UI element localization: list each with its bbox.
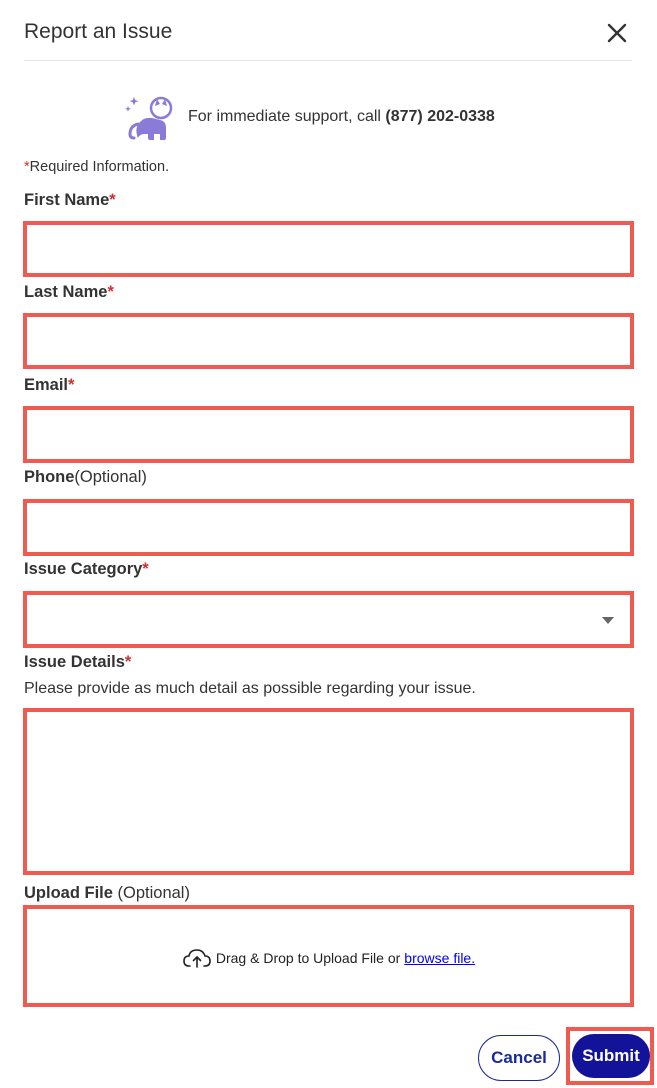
issue-category-required-star: * [142, 560, 149, 578]
first-name-input[interactable] [27, 225, 630, 273]
issue-details-hint: Please provide as much detail as possible regarding your issue. [24, 680, 476, 697]
last-name-label [24, 283, 114, 302]
cloud-upload-icon [182, 947, 212, 969]
cat-support-icon [124, 94, 178, 140]
required-star: * [24, 159, 30, 175]
phone-label-text: Phone [24, 468, 75, 486]
browse-file-link[interactable]: browse file. [404, 950, 476, 966]
email-label [24, 376, 74, 395]
issue-details-required-star: * [124, 653, 132, 671]
first-name-required-star: * [109, 191, 116, 209]
chevron-down-icon [602, 617, 614, 624]
issue-category-label [24, 560, 149, 579]
email-required-star: * [68, 376, 75, 394]
dialog-header [24, 0, 632, 61]
phone-input[interactable] [27, 503, 630, 552]
issue-category-label-text: Issue Category [24, 560, 143, 578]
upload-dropzone[interactable] [23, 905, 634, 1007]
required-info-note [24, 159, 169, 175]
submit-button[interactable]: Submit [572, 1034, 650, 1078]
support-text-lead: For immediate support, call [188, 108, 386, 125]
issue-details-textarea[interactable] [27, 712, 630, 871]
upload-dropzone-content [27, 947, 630, 969]
phone-field-wrap [23, 499, 634, 556]
close-icon [606, 22, 628, 44]
upload-file-label-text: Upload File [24, 884, 113, 902]
submit-button-highlight [566, 1027, 654, 1085]
issue-details-label-text: Issue Details [24, 653, 125, 671]
support-banner [124, 94, 495, 140]
phone-label [24, 468, 147, 487]
upload-file-optional-note: (Optional) [112, 884, 190, 902]
last-name-required-star: * [107, 283, 114, 301]
last-name-input[interactable] [27, 317, 630, 365]
first-name-label-text: First Name [24, 191, 110, 209]
email-field-wrap [23, 406, 634, 463]
cancel-button[interactable]: Cancel [478, 1035, 560, 1081]
issue-category-select[interactable] [23, 591, 634, 648]
upload-dropzone-text: Drag & Drop to Upload File or [215, 950, 401, 966]
first-name-field-wrap [23, 221, 634, 277]
email-label-text: Email [24, 376, 69, 394]
last-name-label-text: Last Name [24, 283, 108, 301]
email-input[interactable] [27, 410, 630, 459]
last-name-field-wrap [23, 313, 634, 369]
support-text [188, 108, 495, 126]
first-name-label [24, 191, 116, 210]
required-info-text: Required Information. [29, 159, 170, 175]
support-phone: (877) 202-0338 [385, 108, 495, 125]
close-button[interactable] [606, 22, 628, 44]
phone-optional-note: (Optional) [74, 468, 147, 486]
issue-details-label [24, 653, 131, 672]
dialog-title: Report an Issue [24, 20, 173, 43]
upload-file-label [24, 884, 190, 903]
issue-details-field-wrap [23, 708, 634, 875]
